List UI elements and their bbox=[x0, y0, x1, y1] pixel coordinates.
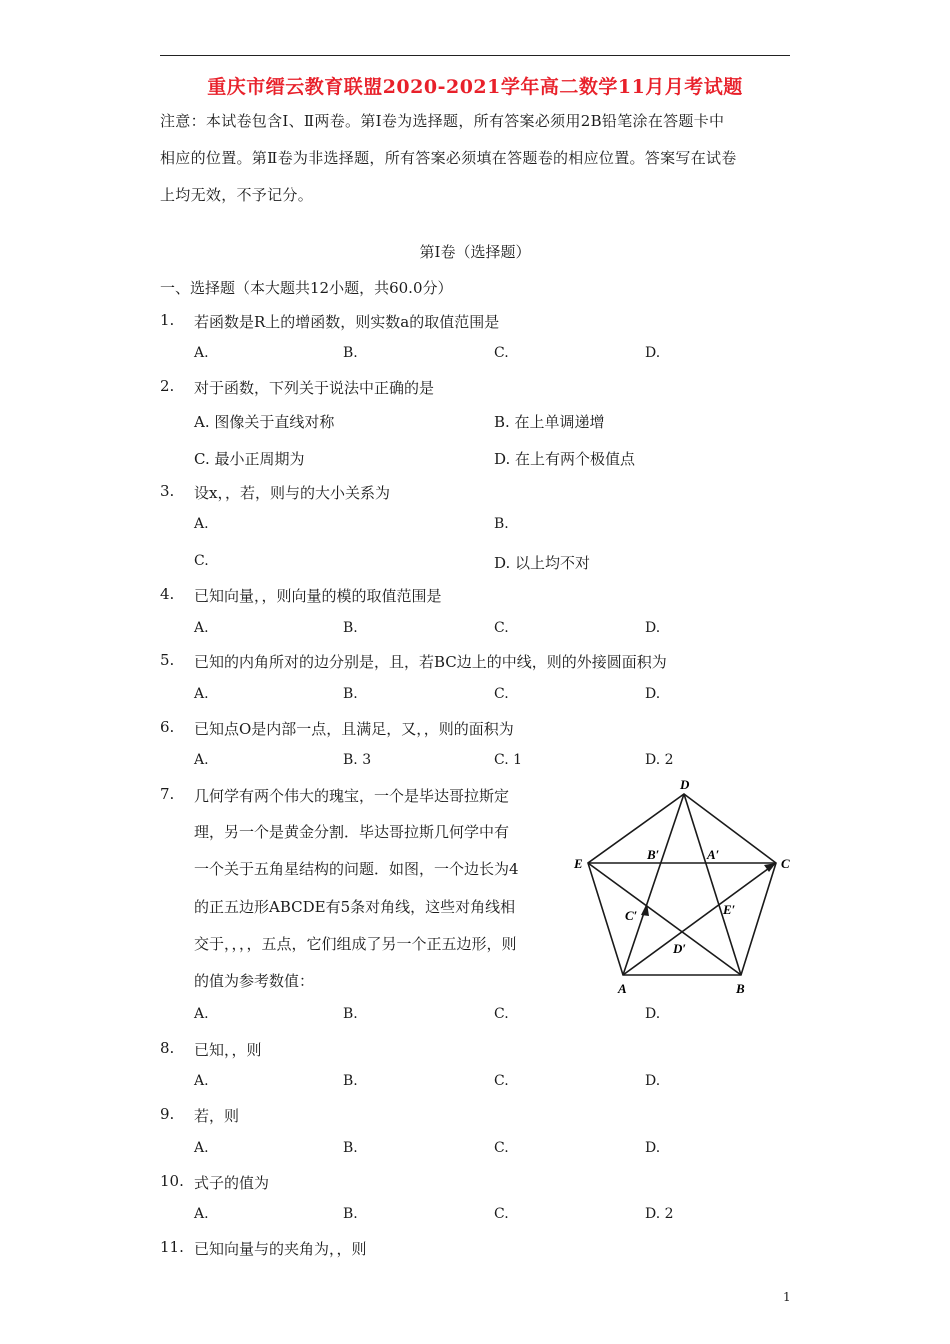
notice-line: 相应的位置。第Ⅱ卷为非选择题，所有答案必须填在答题卷的相应位置。答案写在试卷 bbox=[160, 149, 737, 167]
page-number: 1 bbox=[783, 1290, 791, 1304]
option-c: C. bbox=[494, 620, 509, 636]
section-heading: 一、选择题（本大题共12小题，共60.0分） bbox=[160, 279, 453, 297]
question-text: 式子的值为 bbox=[194, 1174, 270, 1192]
question-number: 11. bbox=[160, 1238, 184, 1256]
question-line: 几何学有两个伟大的瑰宝，一个是毕达哥拉斯定 bbox=[194, 787, 510, 805]
label-b: B bbox=[736, 981, 745, 996]
option-b: B. bbox=[343, 1140, 358, 1156]
option-c: C. 1 bbox=[494, 752, 523, 768]
option-a: A. bbox=[194, 516, 209, 532]
option-d: D. bbox=[645, 1140, 661, 1156]
question-line: 的正五边形ABCDE有5条对角线，这些对角线相 bbox=[194, 898, 516, 916]
option-d: D. 以上均不对 bbox=[494, 554, 591, 572]
option-c: C. bbox=[494, 1206, 509, 1222]
question-text: 已知的内角所对的边分别是，且，若BC边上的中线，则的外接圆面积为 bbox=[194, 653, 667, 671]
question-text: 已知，，则 bbox=[194, 1041, 262, 1059]
option-c: C. bbox=[494, 345, 509, 361]
option-d: D. bbox=[645, 1006, 661, 1022]
question-text: 已知向量，，则向量的模的取值范围是 bbox=[194, 587, 442, 605]
option-b: B. 3 bbox=[343, 752, 372, 768]
question-number: 10. bbox=[160, 1172, 184, 1190]
option-c: C. bbox=[194, 553, 209, 569]
question-text: 对于函数，下列关于说法中正确的是 bbox=[194, 379, 435, 397]
diagonal-db bbox=[684, 794, 741, 975]
option-c: C. bbox=[494, 1140, 509, 1156]
question-line: 交于，，，，五点，它们组成了另一个正五边形，则 bbox=[194, 935, 517, 953]
question-number: 5. bbox=[160, 651, 175, 669]
option-d: D. bbox=[645, 345, 661, 361]
option-d: D. 2 bbox=[645, 752, 674, 768]
question-number: 7. bbox=[160, 785, 175, 803]
diagonal-ac bbox=[623, 863, 776, 975]
option-a: A. bbox=[194, 1073, 209, 1089]
question-number: 9. bbox=[160, 1105, 175, 1123]
question-line: 理，另一个是黄金分割．毕达哥拉斯几何学中有 bbox=[194, 823, 510, 841]
option-b: B. 在上单调递增 bbox=[494, 413, 605, 431]
option-d: D. bbox=[645, 620, 661, 636]
question-text: 设x，，若，则与的大小关系为 bbox=[194, 484, 390, 502]
question-line: 一个关于五角星结构的问题．如图，一个边长为4 bbox=[194, 860, 519, 878]
option-a: A. bbox=[194, 1140, 209, 1156]
question-text: 若函数是R上的增函数，则实数a的取值范围是 bbox=[194, 313, 500, 331]
option-c: C. bbox=[494, 686, 509, 702]
option-a: A. bbox=[194, 686, 209, 702]
pentagon-star-svg bbox=[570, 775, 800, 1005]
option-d: D. bbox=[645, 686, 661, 702]
question-number: 4. bbox=[160, 585, 175, 603]
question-number: 3. bbox=[160, 482, 175, 500]
option-d: D. 2 bbox=[645, 1206, 674, 1222]
question-text: 已知向量与的夹角为，，则 bbox=[194, 1240, 367, 1258]
label-b-prime: B′ bbox=[647, 847, 660, 862]
option-a: A. bbox=[194, 1206, 209, 1222]
option-a: A. bbox=[194, 620, 209, 636]
option-c: C. bbox=[494, 1006, 509, 1022]
label-a-prime: A′ bbox=[707, 847, 720, 862]
option-b: B. bbox=[343, 1206, 358, 1222]
question-number: 6. bbox=[160, 718, 175, 736]
option-b: B. bbox=[343, 1006, 358, 1022]
question-text: 若，则 bbox=[194, 1107, 240, 1125]
option-d: D. bbox=[645, 1073, 661, 1089]
option-a: A. bbox=[194, 752, 209, 768]
notice-line: 上均无效，不予记分。 bbox=[160, 186, 314, 204]
option-c: C. bbox=[494, 1073, 509, 1089]
option-d: D. 在上有两个极值点 bbox=[494, 450, 636, 468]
question-number: 2. bbox=[160, 377, 175, 395]
option-b: B. bbox=[494, 516, 509, 532]
option-a: A. bbox=[194, 1006, 209, 1022]
option-b: B. bbox=[343, 686, 358, 702]
label-a: A bbox=[618, 981, 627, 996]
question-line: 的值为参考数值： bbox=[194, 972, 315, 990]
section-title: 第Ⅰ卷（选择题） bbox=[419, 243, 531, 261]
top-rule bbox=[160, 55, 790, 56]
option-a: A. bbox=[194, 345, 209, 361]
label-d: D bbox=[680, 777, 690, 792]
label-d-prime: D′ bbox=[673, 941, 687, 956]
option-a: A. 图像关于直线对称 bbox=[194, 413, 335, 431]
label-c-prime: C′ bbox=[625, 908, 638, 923]
notice-line: 注意：本试卷包含Ⅰ、Ⅱ两卷。第Ⅰ卷为选择题，所有答案必须用2B铅笔涂在答题卡中 bbox=[160, 112, 725, 130]
option-c: C. 最小正周期为 bbox=[194, 450, 305, 468]
pentagon-star-figure bbox=[570, 775, 800, 1005]
question-number: 1. bbox=[160, 311, 175, 329]
label-e: E bbox=[574, 856, 583, 871]
notice bbox=[160, 103, 795, 214]
diagonal-ec bbox=[588, 863, 741, 975]
option-b: B. bbox=[343, 345, 358, 361]
exam-title: 重庆市缙云教育联盟2020-2021学年高二数学11月月考试题 bbox=[207, 76, 743, 98]
question-text: 已知点O是内部一点，且满足，又，，则的面积为 bbox=[194, 720, 514, 738]
label-c: C bbox=[781, 856, 790, 871]
option-b: B. bbox=[343, 620, 358, 636]
option-b: B. bbox=[343, 1073, 358, 1089]
label-e-prime: E′ bbox=[723, 902, 736, 917]
question-number: 8. bbox=[160, 1039, 175, 1057]
